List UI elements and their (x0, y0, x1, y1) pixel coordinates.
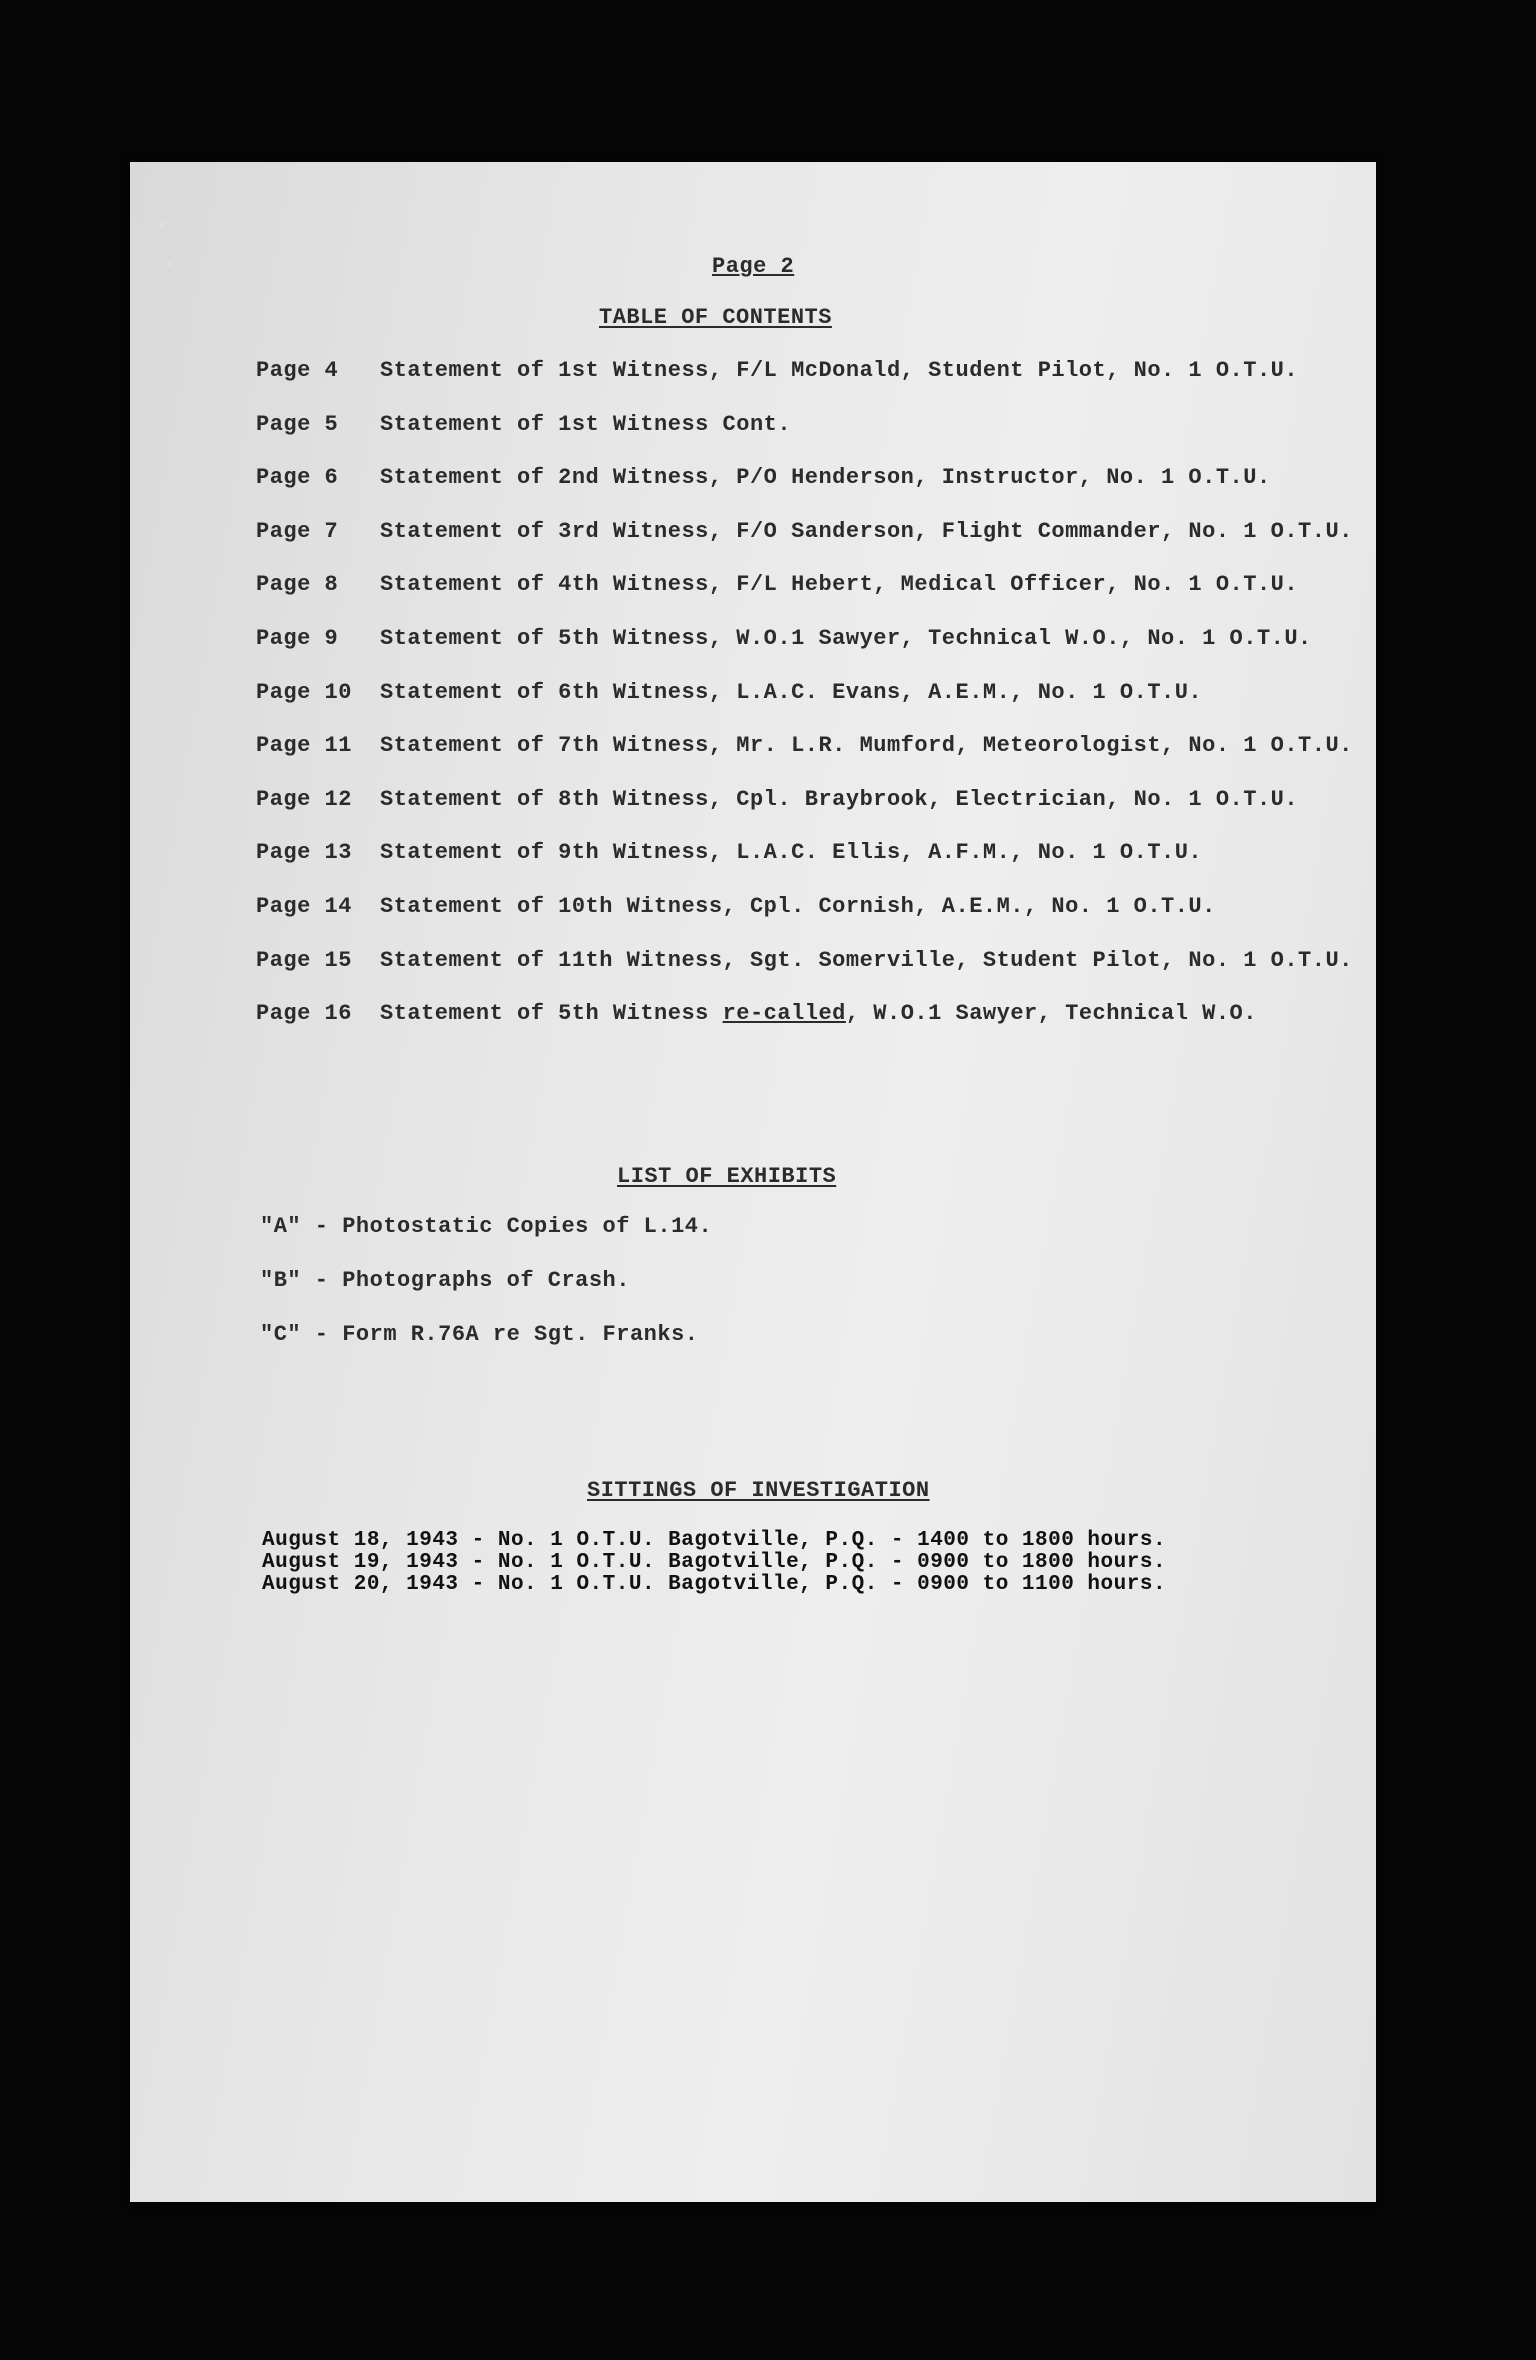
toc-entry (256, 626, 1353, 680)
toc-entry-text: Statement of 3rd Witness, F/O Sanderson, Flight Commander, No. 1 O.T.U. (380, 518, 1353, 544)
toc-entry (256, 519, 1353, 573)
toc-page-number: Page 16 (256, 1001, 352, 1027)
toc-page-number: Page 10 (256, 679, 352, 705)
exhibit-item: "A" - Photostatic Copies of L.14. (260, 1214, 713, 1239)
sitting-item: August 18, 1943 - No. 1 O.T.U. Bagotville, P.Q. - 1400 to 1800 hours. (262, 1529, 1167, 1552)
toc-entry (256, 787, 1353, 841)
toc-entry-text: Statement of 11th Witness, Sgt. Somerville, Student Pilot, No. 1 O.T.U. (380, 947, 1353, 973)
toc-entry (256, 572, 1353, 626)
toc-entry-text: Statement of 1st Witness, F/L McDonald, Student Pilot, No. 1 O.T.U. (380, 358, 1299, 383)
toc-entry (256, 465, 1353, 519)
sitting-item: August 19, 1943 - No. 1 O.T.U. Bagotville, P.Q. - 0900 to 1800 hours. (262, 1551, 1167, 1574)
toc-entry (256, 840, 1353, 894)
exhibits-list (260, 1214, 712, 1376)
toc-page-number: Page 15 (256, 947, 352, 973)
toc-entry-text: Statement of 10th Witness, Cpl. Cornish, A.E.M., No. 1 O.T.U. (380, 893, 1216, 919)
scan-speck (150, 1610, 154, 1614)
toc-entry (256, 894, 1353, 948)
toc-entry-text-before: Statement of 5th Witness (380, 1001, 723, 1027)
toc-entry-text: Statement of 4th Witness, F/L Hebert, Medical Officer, No. 1 O.T.U. (380, 572, 1299, 598)
toc-page-number: Page 11 (256, 733, 352, 759)
sittings-of-investigation-title: SITTINGS OF INVESTIGATION (587, 1478, 930, 1503)
document-page (130, 162, 1376, 2202)
toc-page-number: Page 8 (256, 572, 339, 598)
scan-speck (146, 1150, 151, 1155)
toc-entry-text: Statement of 1st Witness Cont. (380, 411, 792, 437)
scan-speck (150, 640, 154, 644)
toc-entry-text: Statement of 5th Witness, W.O.1 Sawyer, Technical W.O., No. 1 O.T.U. (380, 625, 1312, 651)
table-of-contents-title: TABLE OF CONTENTS (599, 305, 832, 330)
exhibit-item: "C" - Form R.76A re Sgt. Franks. (260, 1322, 699, 1347)
toc-page-number: Page 13 (256, 840, 352, 866)
toc-entry-text: Statement of 6th Witness, L.A.C. Evans, A.E.M., No. 1 O.T.U. (380, 679, 1203, 705)
toc-entry (256, 358, 1353, 412)
toc-entry-text (380, 1001, 1257, 1026)
sittings-list (262, 1529, 1166, 1595)
toc-page-number: Page 12 (256, 786, 352, 812)
list-of-exhibits-title: LIST OF EXHIBITS (617, 1164, 837, 1189)
toc-page-number: Page 7 (256, 518, 339, 544)
toc-entry-text: Statement of 7th Witness, Mr. L.R. Mumford, Meteorologist, No. 1 O.T.U. (380, 733, 1353, 759)
toc-page-number: Page 14 (256, 893, 352, 919)
table-of-contents (256, 358, 1353, 1055)
page-number-heading: Page 2 (712, 254, 795, 279)
toc-entry (256, 733, 1353, 787)
exhibit-item: "B" - Photographs of Crash. (260, 1268, 630, 1293)
toc-entry-text: Statement of 9th Witness, L.A.C. Ellis, A.F.M., No. 1 O.T.U. (380, 840, 1203, 866)
toc-entry (256, 412, 1353, 466)
toc-entry (256, 948, 1353, 1002)
toc-entry-text-after: , W.O.1 Sawyer, Technical W.O. (845, 1001, 1257, 1027)
recalled-underlined-text: re-called (722, 1001, 846, 1027)
toc-entry-last (256, 1001, 1353, 1055)
toc-entry-text: Statement of 8th Witness, Cpl. Braybrook, Electrician, No. 1 O.T.U. (380, 786, 1299, 812)
sitting-item: August 20, 1943 - No. 1 O.T.U. Bagotville, P.Q. - 0900 to 1100 hours. (262, 1573, 1167, 1596)
toc-page-number: Page 4 (256, 358, 339, 383)
toc-page-number: Page 6 (256, 465, 339, 491)
scan-speck (168, 262, 172, 266)
toc-entry-text: Statement of 2nd Witness, P/O Henderson, Instructor, No. 1 O.T.U. (380, 465, 1271, 491)
scan-speck (160, 222, 165, 227)
toc-page-number: Page 5 (256, 411, 339, 437)
toc-page-number: Page 9 (256, 625, 339, 651)
toc-entry (256, 680, 1353, 734)
